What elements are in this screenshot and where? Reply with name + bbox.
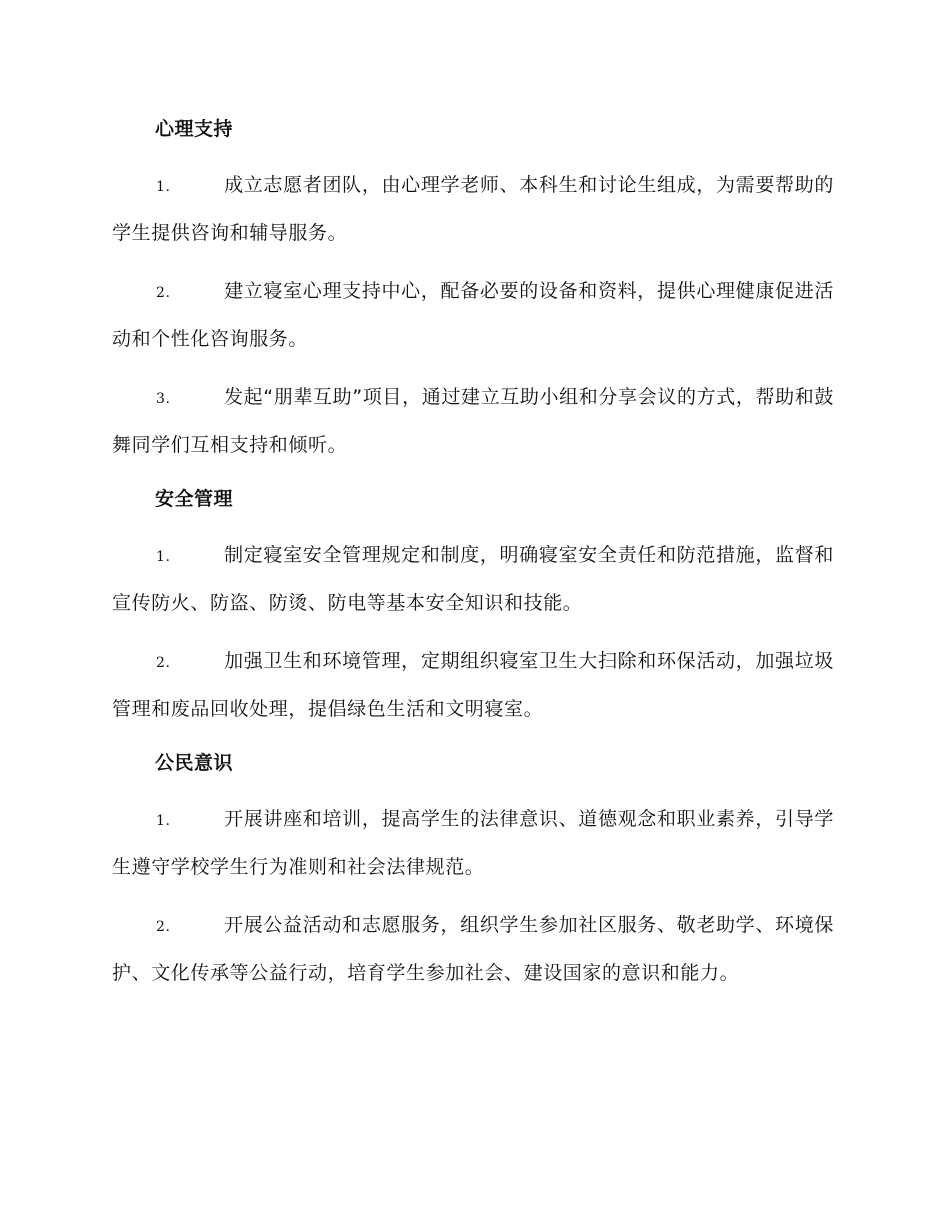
list-item [112, 638, 834, 732]
section-heading: 心理支持 [155, 118, 234, 140]
item-text: 制定寝室安全管理规定和制度，明确寝室安全责任和防范措施，监督和宣传防火、防盗、防烫、防电等基本安全知识和技能。 [112, 544, 834, 614]
item-number: 2. [156, 919, 171, 935]
section-civic-awareness [112, 744, 834, 996]
item-number: 1. [156, 549, 171, 565]
list-item [112, 796, 834, 890]
document-body [112, 110, 834, 1008]
section-heading: 公民意识 [155, 752, 234, 774]
item-text: 开展讲座和培训，提高学生的法律意识、道德观念和职业素养，引导学生遵守学校学生行为准则和社会法律规范。 [112, 808, 834, 878]
section-psychological-support [112, 110, 834, 468]
item-text: 建立寝室心理支持中心，配备必要的设备和资料，提供心理健康促进活动和个性化咨询服务。 [112, 280, 834, 350]
item-number: 1. [156, 179, 171, 195]
list-item [112, 374, 834, 468]
section-heading: 安全管理 [155, 488, 234, 510]
item-number: 2. [156, 285, 171, 301]
item-number: 2. [156, 655, 171, 671]
item-text: 成立志愿者团队，由心理学老师、本科生和讨论生组成，为需要帮助的学生提供咨询和辅导服务。 [112, 174, 834, 244]
item-text: 开展公益活动和志愿服务，组织学生参加社区服务、敬老助学、环境保护、文化传承等公益行动，培育学生参加社会、建设国家的意识和能力。 [112, 914, 834, 984]
item-text: 发起“朋辈互助”项目，通过建立互助小组和分享会议的方式，帮助和鼓舞同学们互相支持和倾听。 [112, 386, 834, 456]
list-item [112, 532, 834, 626]
section-safety-management [112, 480, 834, 732]
item-number: 1. [156, 813, 171, 829]
list-item [112, 902, 834, 996]
item-number: 3. [156, 391, 171, 407]
item-text: 加强卫生和环境管理，定期组织寝室卫生大扫除和环保活动，加强垃圾管理和废品回收处理，提倡绿色生活和文明寝室。 [112, 650, 834, 720]
list-item [112, 268, 834, 362]
list-item [112, 162, 834, 256]
